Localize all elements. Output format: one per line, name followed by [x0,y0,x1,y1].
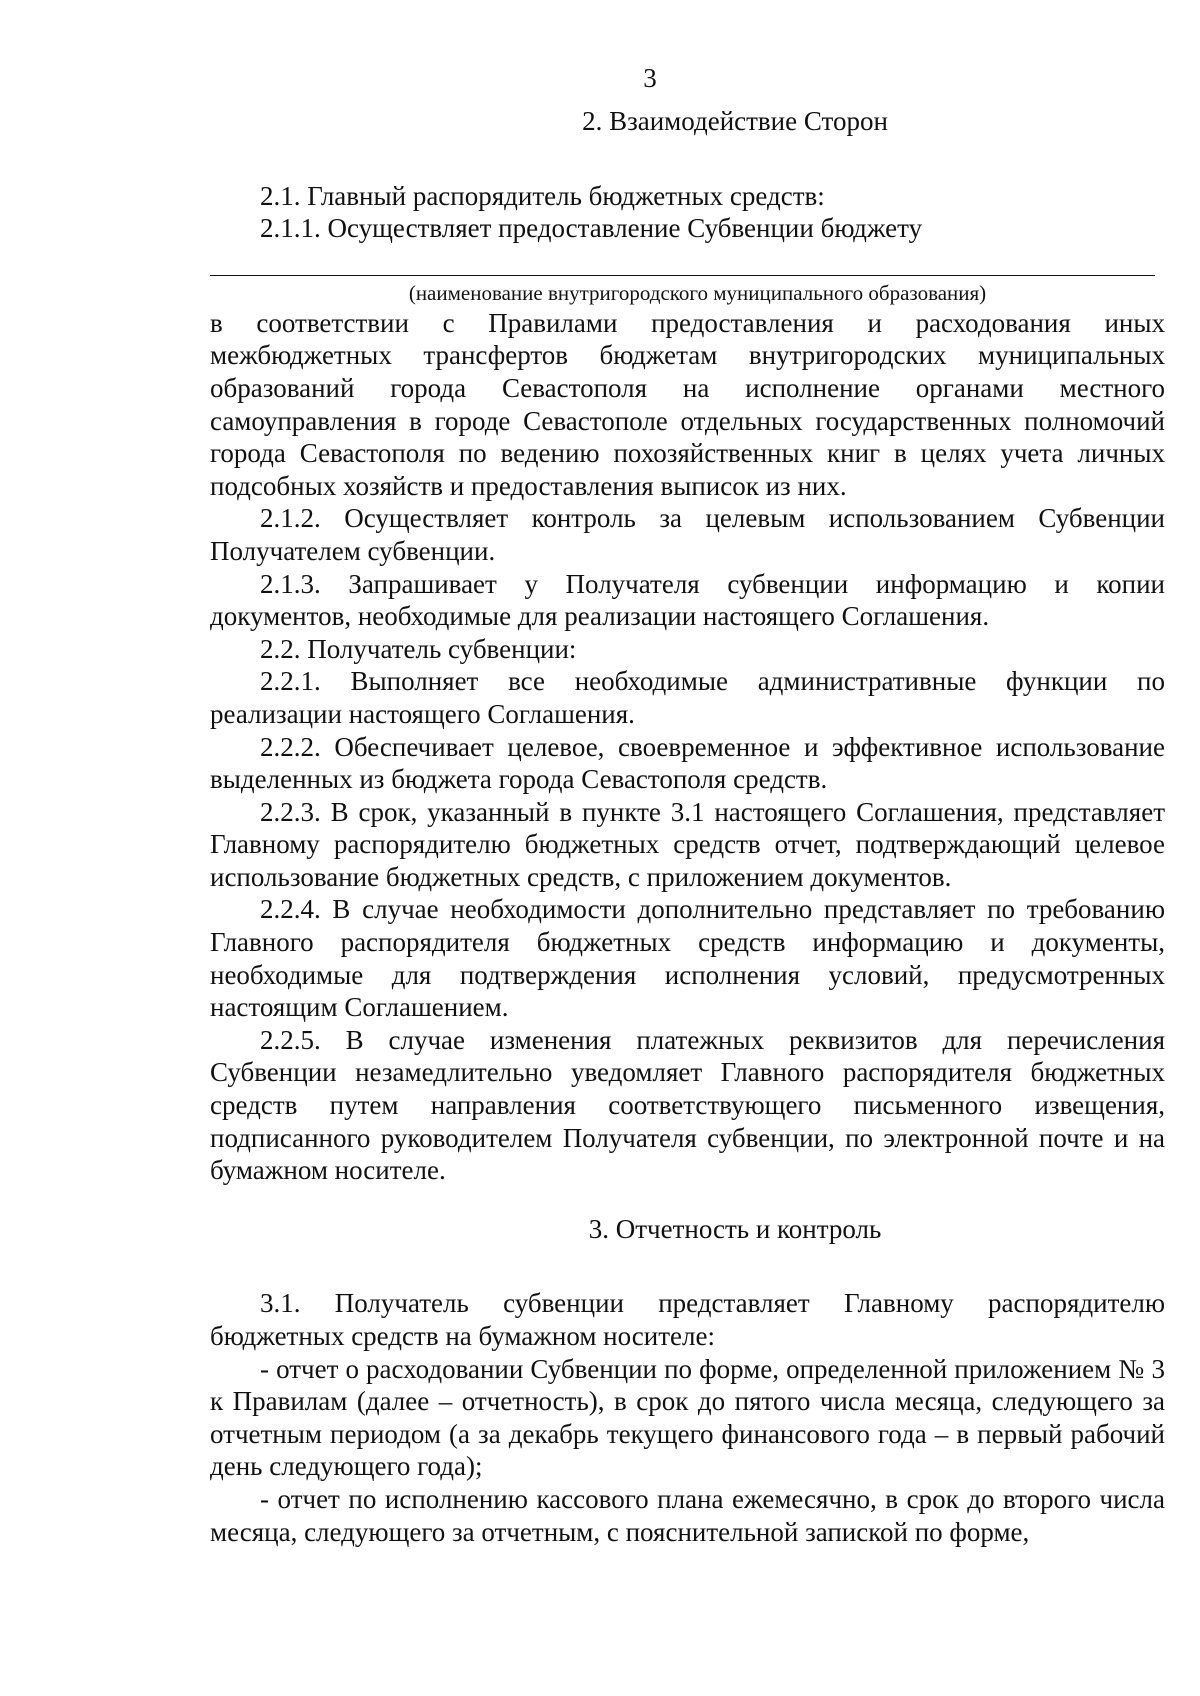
paragraph-3-1: 3.1. Получатель субвенции представляет Главному распорядителю бюджетных средств на бумажном носителе: [210,1288,1165,1351]
page-number: 3 [643,63,657,93]
paragraph-2-2-4: 2.2.4. В случае необходимости дополнительно представляет по требованию Главного распорядителя бюджетных средств информацию и документы, необходимые для подтверждения исполнения условий, предусмотренных настоящим Соглашением. [210,894,1165,1023]
paragraph-2-2: 2.2. Получатель субвенции: [260,633,577,664]
paragraph-2-2-5: 2.2.5. В случае изменения платежных реквизитов для перечисления Субвенции незамедлительно уведомляет Главного распорядителя бюджетных средств путем направления соответствующего письменного извещения, подписанного руководителем Получателя субвенции, по электронной почте и на бумажном носителе. [210,1024,1165,1186]
section-2-heading: 2. Взаимодействие Сторон [582,106,888,136]
blank-field-caption: (наименование внутригородского муниципального образования) [408,280,987,305]
paragraph-2-2-3: 2.2.3. В срок, указанный в пункте 3.1 настоящего Соглашения, представляет Главному распорядителю бюджетных средств отчет, подтверждающий целевое использование бюджетных средств, с приложением документов. [210,796,1165,892]
paragraph-2-1-3: 2.1.3. Запрашивает у Получателя субвенции информацию и копии документов, необходимые для реализации настоящего Соглашения. [210,568,1165,632]
document-body [210,105,1165,1548]
paragraph-2-1-1: 2.1.1. Осуществляет предоставление Субвенции бюджету [260,213,923,244]
section-3-heading: 3. Отчетность и контроль [588,1213,882,1244]
blank-fill-line [210,275,1155,276]
paragraph-2-1: 2.1. Главный распорядитель бюджетных средств: [260,180,825,211]
list-item-report-expenditure: - отчет о расходовании Субвенции по форме, определенной приложением № 3 к Правилам (далее – отчетность), в срок до пятого числа месяца, следующего за отчетным периодом (а за декабрь текущего финансового года – в первый рабочий день следующего года); [210,1353,1165,1482]
paragraph-2-1-2: 2.1.2. Осуществляет контроль за целевым использованием Субвенции Получателем субвенции. [210,503,1165,566]
paragraph-2-2-2: 2.2.2. Обеспечивает целевое, своевременное и эффективное использование выделенных из бюджета города Севастополя средств. [210,731,1165,795]
paragraph-2-2-1: 2.2.1. Выполняет все необходимые административные функции по реализации настоящего Соглашения. [210,666,1165,729]
paragraph-2-1-1-continuation: в соответствии с Правилами предоставления и расходования иных межбюджетных трансфертов бюджетам внутригородских муниципальных образований города Севастополя на исполнение органами местного самоуправления в городе Севастополе отдельных государственных полномочий города Севастополя по ведению похозяйственных книг в целях учета личных подсобных хозяйств и предоставления выписок из них. [210,307,1165,501]
list-item-report-cash-plan: - отчет по исполнению кассового плана ежемесячно, в срок до второго числа месяца, следующего за отчетным, с пояснительной запиской по форме, [210,1483,1165,1547]
